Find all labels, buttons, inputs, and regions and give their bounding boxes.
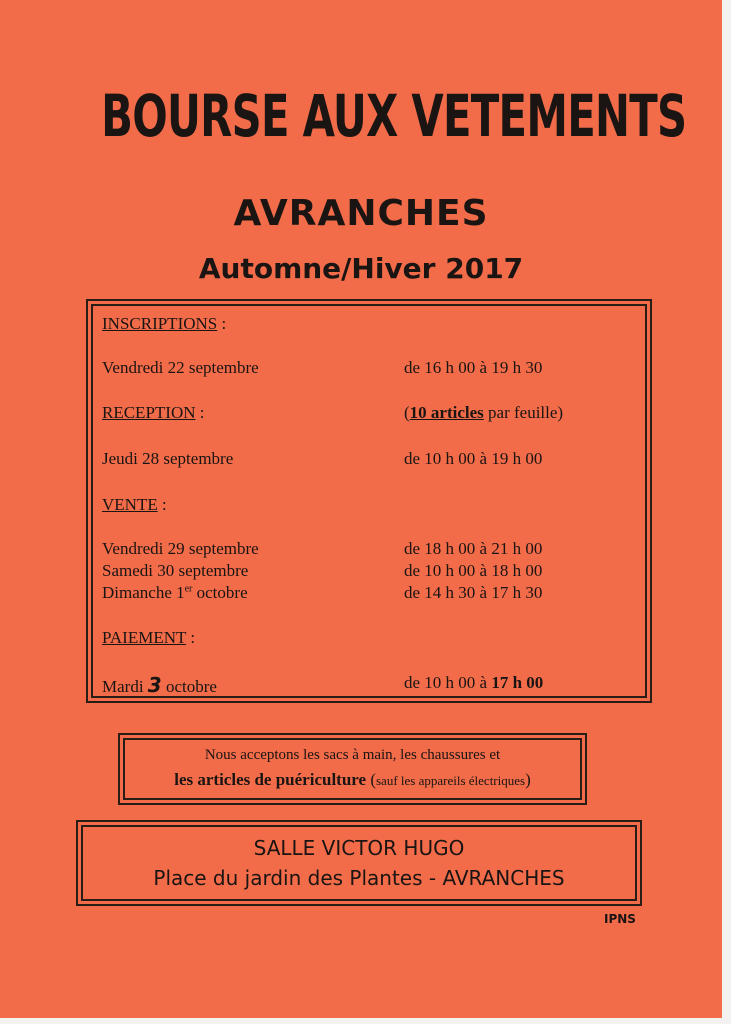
ipns-mark: IPNS <box>604 912 636 926</box>
venue-name: SALLE VICTOR HUGO <box>253 836 465 860</box>
reception-day: Jeudi 28 septembre <box>102 449 234 468</box>
flyer-season: Automne/Hiver 2017 <box>198 252 524 285</box>
paiement-heading: PAIEMENT : <box>102 628 196 647</box>
inscriptions-day: Vendredi 22 septembre <box>102 358 259 377</box>
reception-hours: de 10 h 00 à 19 h 00 <box>404 449 543 468</box>
scan-margin-bottom <box>0 1018 731 1024</box>
vente-day-3: Dimanche 1er octobre <box>102 583 248 602</box>
notice-line-1: Nous acceptons les sacs à main, les chaussures et <box>204 747 501 763</box>
reception-heading: RECEPTION : <box>102 403 205 422</box>
vente-hours-2: de 10 h 00 à 18 h 00 <box>404 561 543 580</box>
handwritten-date-correction: 3 <box>147 673 162 697</box>
paiement-day: Mardi 3 octobre <box>102 673 217 697</box>
flyer-city: AVRANCHES <box>233 193 489 234</box>
flyer-title: BOURSE AUX VETEMENTS <box>101 82 687 150</box>
reception-note: (10 articles par feuille) <box>404 403 564 422</box>
notice-line-2: les articles de puériculture (sauf les appareils électriques) <box>174 770 531 789</box>
paiement-hours: de 10 h 00 à 17 h 00 <box>404 673 544 692</box>
inscriptions-heading: INSCRIPTIONS : <box>102 314 227 333</box>
inscriptions-hours: de 16 h 00 à 19 h 30 <box>404 358 543 377</box>
vente-day-1: Vendredi 29 septembre <box>102 539 259 558</box>
vente-hours-1: de 18 h 00 à 21 h 00 <box>404 539 543 558</box>
location-box <box>76 820 642 906</box>
scan-margin-right <box>722 0 731 1024</box>
vente-heading: VENTE : <box>102 495 167 514</box>
venue-address: Place du jardin des Plantes - AVRANCHES <box>153 866 565 890</box>
notice-box <box>118 733 587 805</box>
vente-hours-3: de 14 h 30 à 17 h 30 <box>404 583 543 602</box>
vente-day-2: Samedi 30 septembre <box>102 561 249 580</box>
